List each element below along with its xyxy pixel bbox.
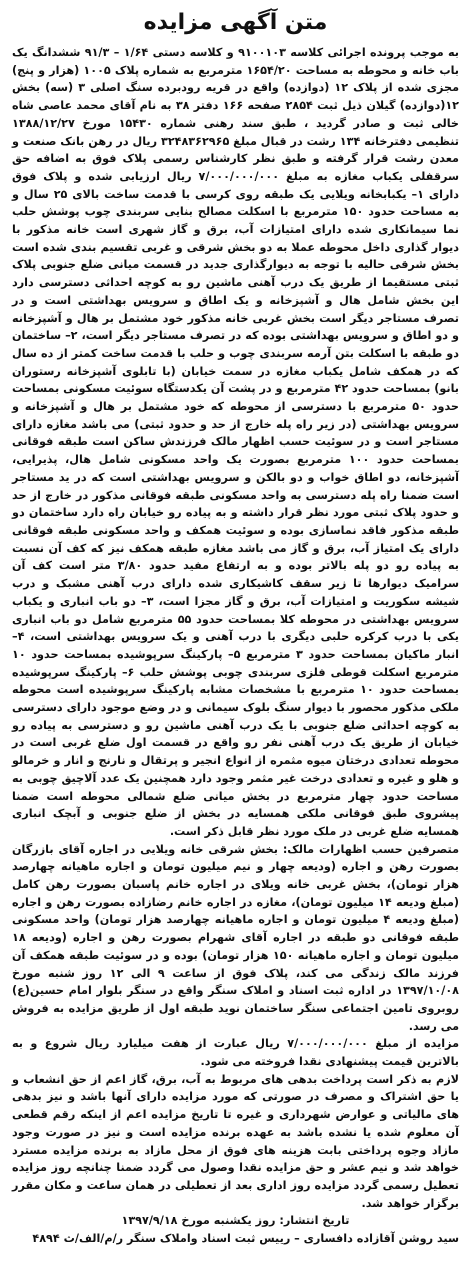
starting-price-paragraph: مزایده از مبلغ ۷/۰۰۰/۰۰۰/۰۰۰ ریال عبارت از هفت میلیارد ریال شروع و به بالاترین قیمت پیشنهادی نقدا فروخته می شود. [12, 1037, 459, 1069]
property-description-paragraph: به موجب پرونده اجرائی کلاسه ۹۱۰۰۱۰۳ و کلاسه دستی ۱/۶۴ – ۹۱/۳ ششدانگ یک باب خانه و محوطه به مساحت ۱۶۵۴/۲۰ مترمربع به شماره پلاک ۱۰۰۵ (هزار و پنج) مجزی شده از پلاک ۱۲ (دوازده) واقع در قریه رودبرده سنگ اصلی ۳ (سه) بخش ۱۲(دوازده) گیلان ذیل ثبت ۲۸۵۴ صفحه ۱۶۶ دفتر ۳۸ به نام آقای محمد عاصی شاه خالی ثبت و صادر گردید ، طبق سند رهنی شماره ۱۵۴۳۰ مورخ ۱۳۸۸/۱۲/۲۷ تنظیمی دفترخانه ۱۳۴ رشت در قبال مبلغ ۳۲۴۸۳۶۲۹۶۵ ریال در رهن بانک صنعت و معدن رشت قرار گرفته و طبق نظر کارشناس رسمی پلاک فوق به اضافه حق سرقفلی یکباب مغازه به مبلغ ۷/۰۰۰/۰۰۰/۰۰۰ ریال ارزیابی شده و پلاک فوق دارای ۱– یکبابخانه ویلایی یک طبقه روی کرسی با قدمت ساخت بالای ۲۵ سال و به مساحت حدود ۱۵۰ مترمربع با اسکلت مصالح بنایی سربندی چوب پوشش حلب نما سیمانکاری شده دارای امتیازات آب، برق و گاز شهری است خانه مذکور با دیوار گذاری داخل محوطه عملا به دو بخش شرقی و غربی تقسیم بندی شده است بخش شرقی حالیه با توجه به دیوارگذاری جدید در قسمت میانی ضلع جنوبی پلاک ثبتی مستقیما از طریق یک درب آهنی ماشین رو به کوچه احداثی دسترسی دارد این بخش شامل هال و آشپزخانه و یک اطاق و سرویس بهداشتی است و در تصرف مستاجر دیگر است بخش غربی خانه مذکور خود مشتمل بر هال و آشپزخانه و دو اطاق و سرویس بهداشتی بوده که در تصرف مستاجر دیگر است، ۲– ساختمان دو طبقه با اسکلت بتن آرمه سربندی چوب و حلب با قدمت ساخت کمتر از ده سال که در همکف شامل یکباب مغازه در سمت خیابان (با تابلوی آشپزخانه رستوران بانو) بمساحت حدود ۴۲ مترمربع و در پشت آن یکدستگاه سوئیت مسکونی بمساحت حدود ۵۰ مترمربع با دسترسی از محوطه که خود مشتمل بر هال و آشپزخانه و سرویس بهداشتی (در زیر راه پله خارج از حد و حدود ثبتی) می باشد مغازه دارای مستاجر است و در سوئیت حسب اظهار مالک فرزندش ساکن است طبقه فوقانی بمساحت حدود ۱۰۰ مترمربع بصورت یک واحد مسکونی شامل هال، پذیرایی، آشپزخانه، دو اطاق خواب و دو بالکن و سرویس بهداشتی است که در ید مستاجر است ضمنا راه پله دسترسی به واحد مسکونی طبقه فوقانی مذکور در خارج از حد و حدود پلاک ثبتی مورد نظر قرار داشته و به پیاده رو خیابان راه دارد ساختمان دو طبقه مذکور فاقد نماسازی بوده و سوئیت همکف و واحد مسکونی طبقه فوقانی دارای یک امتیاز آب، برق و گاز می باشد مغازه طبقه همکف نیز که کف آن نسبت به پیاده رو دو پله بالاتر بوده و به ارتفاع مفید حدود ۳/۸۰ متر است کف آن سرامیک دیوارها تا زیر سقف کاشیکاری شده دارای درب آهنی مشبک و درب شیشه سکوریت و امتیازات آب، برق و گاز مجزا است، ۳– دو باب انباری و یکباب سرویس بهداشتی در محوطه کلا بمساحت حدود ۵۵ مترمربع شامل دو باب انباری یکی با درب کرکره حلبی دیگری با درب آهنی و یک سرویس بهداشتی است، ۴– انبار ماکیان بمساحت حدود ۳ مترمربع ۵– پارکینگ سرپوشیده بمساحت حدود ۱۰ مترمربع اسکلت قوطی فلزی سربندی چوبی پوشش حلب ۶– پارکینگ سرپوشیده بمساحت حدود ۱۰ مترمربع با مشخصات مشابه پارکینگ سرپوشیده است محوطه ملکی مذکور محصور با دیوار سنگ بلوک سیمانی و در وضع موجود دارای دسترسی به کوچه احداثی ضلع جنوبی با یک درب آهنی ماشین رو و دسترسی به پیاده رو خیابان از طریق یک درب آهنی نفر رو واقع در قسمت اول ضلع غربی است در محوطه تعدادی درختان میوه مثمره از انواع انجیر و پرتقال و نارنج و انار و خرمالو و هلو و غیره و تعدادی درخت غیر مثمر وجود دارد همچنین یک عدد آلاچیق چوبی به مساحت حدود چهار مترمربع در بخش میانی ضلع شمالی محوطه است ضمنا پیشروی طبق فوقانی ملکی همسایه در بخش از ضلع جنوبی و آبچک انباری همسایه ضلع غربی در ملک مورد نظر قابل ذکر است. [12, 46, 460, 838]
notice-body [12, 44, 459, 1212]
signature-line: سید روشن آقازاده دافساری – رییس ثبت اسناد واملاک سنگر ر/م/الف/ث ۴۸۹۴ [32, 1232, 459, 1246]
notice-title: متن آگهی مزایده [143, 10, 328, 35]
publication-date: تاریخ انتشار: روز یکشنبه مورخ ۱۳۹۷/۹/۱۸ [121, 1214, 350, 1228]
notice-footer [12, 1212, 459, 1247]
occupants-paragraph: متصرفین حسب اظهارات مالک: بخش شرقی خانه ویلایی در اجاره آقای بازرگان بصورت رهن و اجاره (ودیعه چهار و نیم میلیون تومان و اجاره ماهیانه چهارصد هزار تومان)، بخش غربی خانه ویلای در اجاره خانم پاسبان بصورت رهن کامل (مبلغ ودیعه ۱۴ میلیون تومان)، مغازه در اجاره خانم رضازاده بصورت رهن و اجاره (مبلغ ودیعه ۴ میلیون تومان و اجاره ماهیانه چهارصد هزار تومان) واحد مسکونی طبقه فوقانی دو طبقه در اجاره آقای شهرام بصورت رهن و اجاره (ودیعه ۱۸ میلیون تومان و اجاره ماهیانه ۱۵۰ هزار تومان) بوده و در سوئیت طبقه همکف آن فرزند مالک زندگی می کند، پلاک فوق از ساعت ۹ الی ۱۲ روز شنبه مورخ ۱۳۹۷/۱۰/۰۸ در اداره ثبت اسناد و املاک سنگر واقع در سنگر بلوار امام حسین(ع) روبروی تامین اجتماعی سنگر ساختمان نوید طبقه اول از طریق مزایده به فروش می رسد. [12, 842, 459, 1033]
conditions-paragraph: لازم به ذکر است پرداخت بدهی های مربوط به آب، برق، گاز اعم از حق انشعاب و یا حق اشتراک و مصرف در صورتی که مورد مزایده دارای آنها باشد و نیز بدهی های مالیاتی و عوارض شهرداری و غیره تا تاریخ مزایده اعم از اینکه رقم قطعی آن معلوم شده یا نشده باشد به عهده برنده مزایده است و نیز در صورت وجود مازاد وجوه پرداختی بابت هزینه های فوق از محل مازاد به برنده مزایده مسترد خواهد شد و نیم عشر و حق مزایده نقدا وصول می گردد ضمنا چنانچه روز مزایده تعطیل رسمی گردد مزایده روز اداری بعد از تعطیلی در همان ساعت و مکان مقرر برگزار خواهد شد. [12, 1072, 459, 1210]
